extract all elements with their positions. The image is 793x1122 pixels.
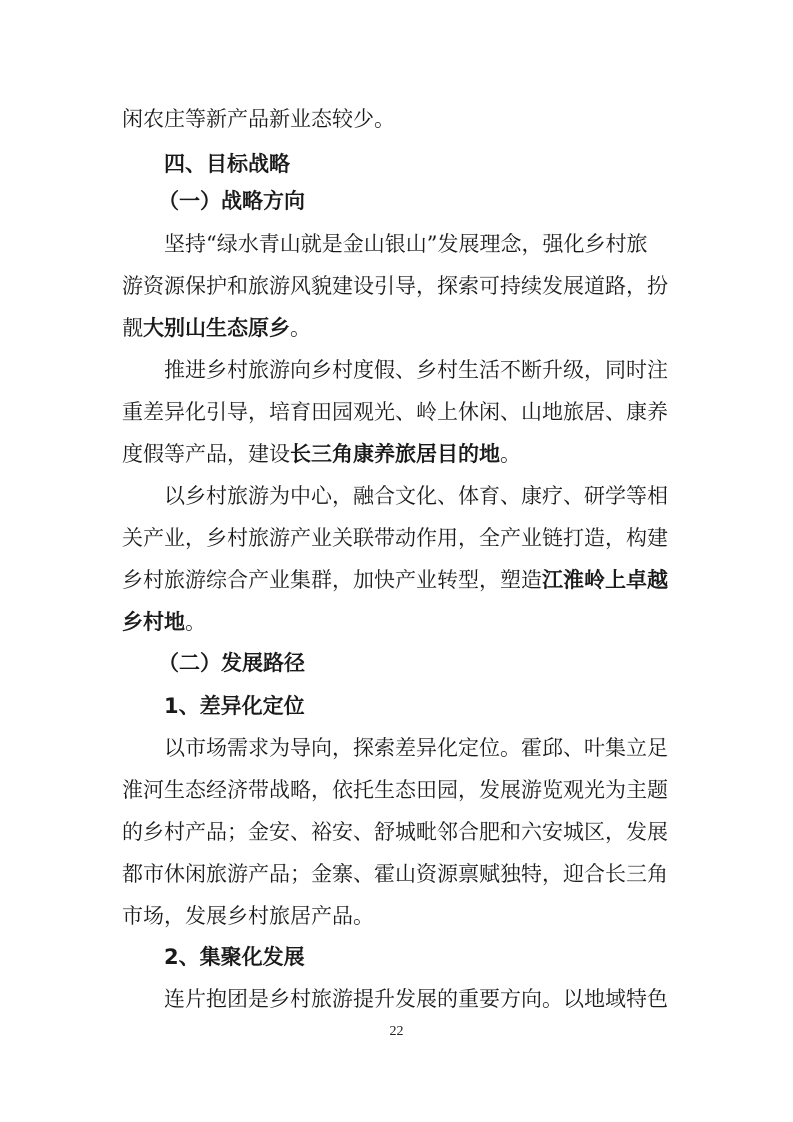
subsection-heading: （一）战略方向 bbox=[158, 189, 305, 213]
paragraph-line: 闲农庄等新产品新业态较少。 bbox=[122, 107, 395, 131]
paragraph-line: 游资源保护和旅游风貌建设引导，探索可持续发展道路，扮 bbox=[122, 274, 668, 298]
page-number: 22 bbox=[389, 1024, 404, 1039]
text-run: 。 bbox=[290, 316, 311, 340]
text-run: 度假等产品，建设 bbox=[122, 442, 290, 466]
paragraph-line: 市场，发展乡村旅居产品。 bbox=[122, 904, 374, 928]
section-heading: 四、目标战略 bbox=[164, 152, 290, 176]
paragraph-line: 以乡村旅游为中心，融合文化、体育、康疗、研学等相 bbox=[164, 484, 668, 508]
sub-heading: 2、集聚化发展 bbox=[164, 945, 305, 969]
paragraph-line: 重差异化引导，培育田园观光、岭上休闲、山地旅居、康养 bbox=[122, 400, 668, 424]
paragraph-line: 连片抱团是乡村旅游提升发展的重要方向。以地域特色 bbox=[164, 987, 668, 1011]
paragraph-line bbox=[122, 439, 682, 469]
emphasis-text: 长三角康养旅居目的地 bbox=[290, 442, 500, 466]
paragraph-line: 关产业，乡村旅游产业关联带动作用，全产业链打造，构建 bbox=[122, 526, 668, 550]
text-run: 乡村旅游综合产业集群，加快产业转型，塑造 bbox=[122, 568, 542, 592]
emphasis-text: 乡村地 bbox=[122, 610, 185, 634]
text-run: 。 bbox=[500, 442, 521, 466]
paragraph-line bbox=[122, 565, 682, 595]
paragraph-line bbox=[122, 607, 682, 637]
paragraph-line: 坚持“绿水青山就是金山银山”发展理念，强化乡村旅 bbox=[164, 232, 648, 256]
paragraph-line bbox=[122, 313, 682, 343]
text-run: 。 bbox=[185, 610, 206, 634]
paragraph-line: 都市休闲旅游产品；金寨、霍山资源禀赋独特，迎合长三角 bbox=[122, 862, 668, 886]
paragraph-line: 的乡村产品；金安、裕安、舒城毗邻合肥和六安城区，发展 bbox=[122, 820, 668, 844]
subsection-heading: （二）发展路径 bbox=[158, 651, 305, 675]
sub-heading: 1、差异化定位 bbox=[164, 694, 305, 718]
emphasis-text: 江淮岭上卓越 bbox=[542, 568, 668, 592]
emphasis-text: 大别山生态原乡 bbox=[143, 316, 290, 340]
paragraph-line: 以市场需求为导向，探索差异化定位。霍邱、叶集立足 bbox=[164, 736, 668, 760]
text-run: 靓 bbox=[122, 316, 143, 340]
paragraph-line: 推进乡村旅游向乡村度假、乡村生活不断升级，同时注 bbox=[164, 358, 668, 382]
paragraph-line: 淮河生态经济带战略，依托生态田园，发展游览观光为主题 bbox=[122, 778, 668, 802]
